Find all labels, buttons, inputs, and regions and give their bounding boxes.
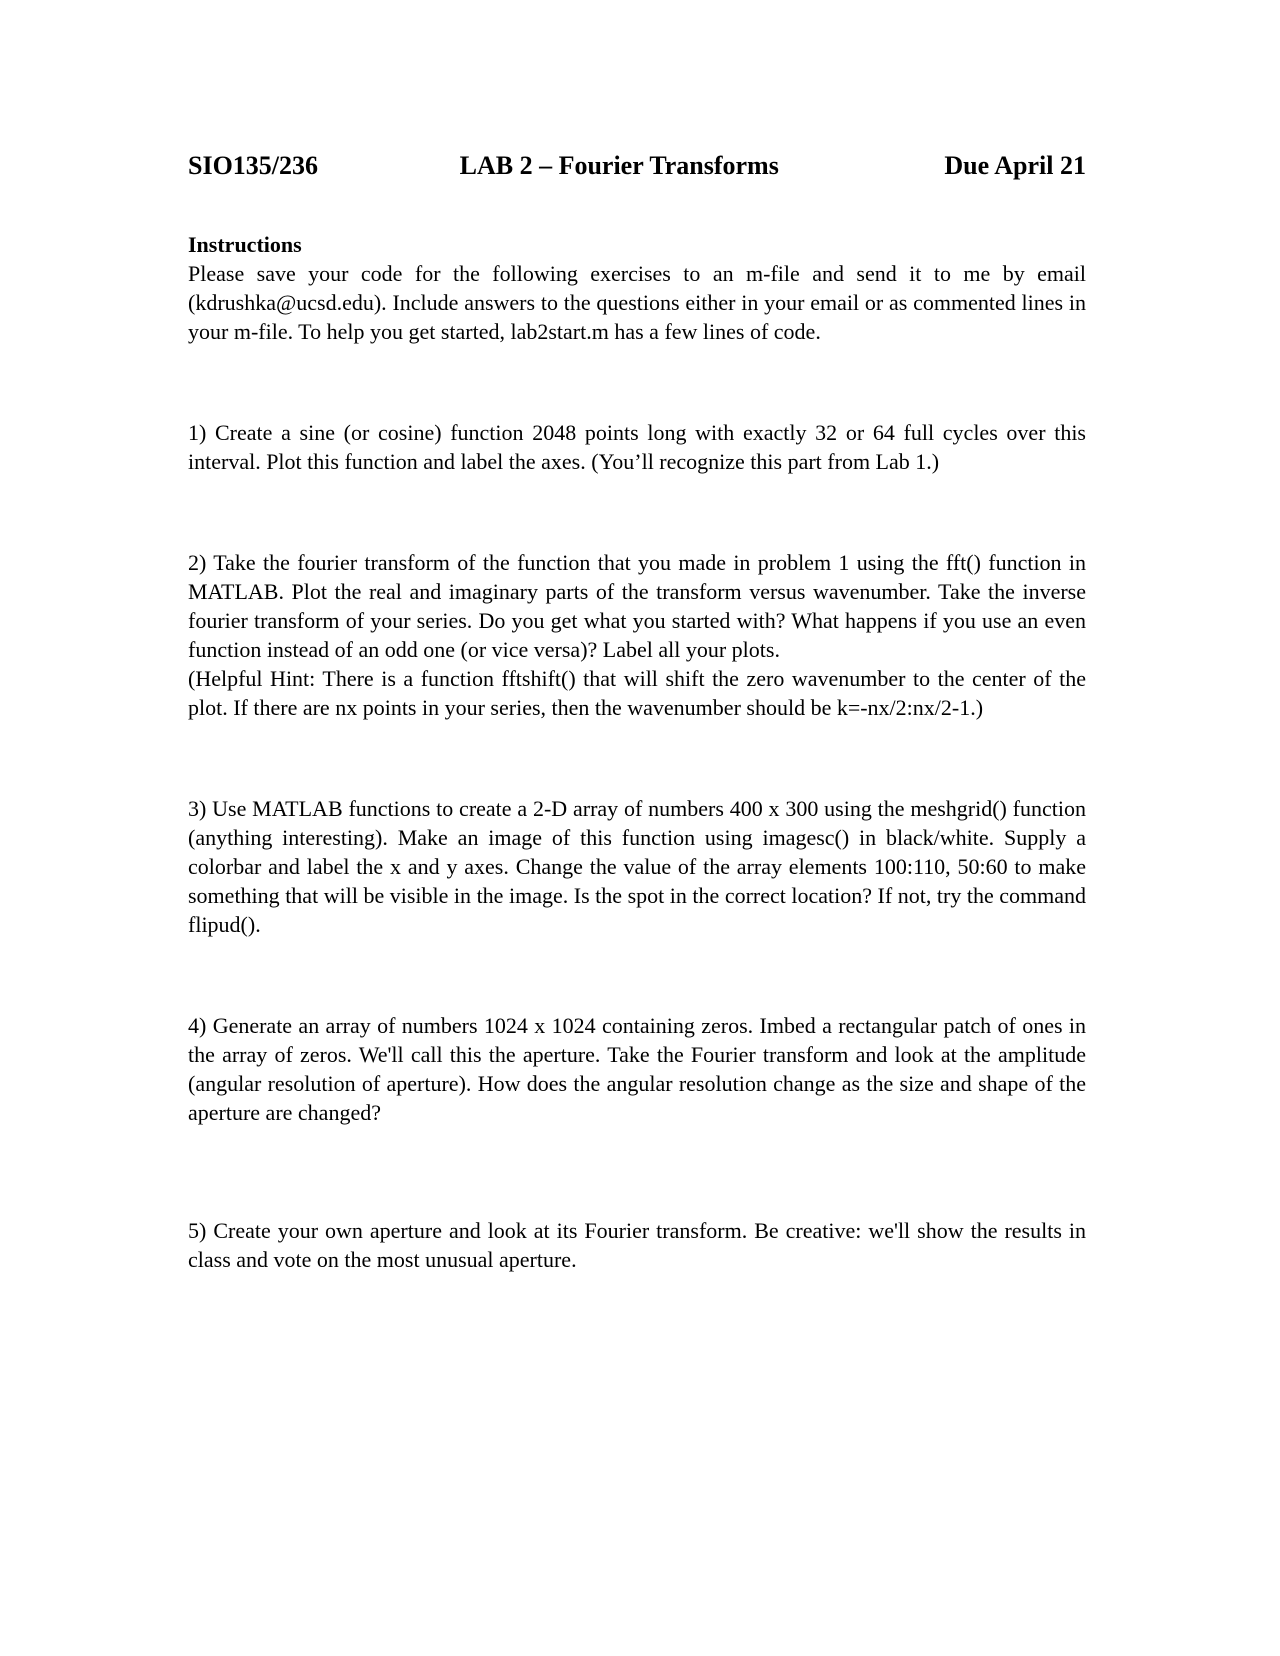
lab-title: LAB 2 – Fourier Transforms — [459, 151, 779, 180]
question-5: 5) Create your own aperture and look at its Fourier transform. Be creative: we'll show the results in class and vote on the most unusual aperture. — [188, 1218, 1086, 1272]
question-1: 1) Create a sine (or cosine) function 2048 points long with exactly 32 or 64 full cycles over this interval. Plot this function and label the axes. (You’ll recognize this part from Lab 1.) — [188, 420, 1086, 474]
document-page — [188, 150, 1086, 1274]
instructions-body: Please save your code for the following exercises to an m-file and send it to me by email (kdrushka@ucsd.edu). Include answers to the questions either in your email or as commented lines in your m-file. To help you get started, lab2start.m has a few lines of code. — [188, 261, 1086, 344]
question-2-hint: (Helpful Hint: There is a function fftshift() that will shift the zero wavenumber to the center of the plot. If there are nx points in your series, then the wavenumber should be k=-nx/2:nx/2-1.) — [188, 666, 1086, 720]
due-date: Due April 21 — [944, 151, 1086, 180]
question-4: 4) Generate an array of numbers 1024 x 1024 containing zeros. Imbed a rectangular patch of ones in the array of zeros. We'll call this the aperture. Take the Fourier transform and look at the amplitude (angular resolution of aperture). How does the angular resolution change as the size and shape of the aperture are changed? — [188, 1013, 1086, 1125]
question-3: 3) Use MATLAB functions to create a 2-D array of numbers 400 x 300 using the meshgrid() function (anything interesting). Make an image of this function using imagesc() in black/white. Supply a colorbar and label the x and y axes. Change the value of the array elements 100:110, 50:60 to make something that will be visible in the image. Is the spot in the correct location? If not, try the command flipud(). — [188, 796, 1086, 937]
course-code: SIO135/236 — [188, 151, 319, 180]
document-header — [188, 150, 1086, 182]
instructions-heading: Instructions — [188, 232, 302, 257]
question-2: 2) Take the fourier transform of the function that you made in problem 1 using the fft() function in MATLAB. Plot the real and imaginary parts of the transform versus wavenumber. Take the inverse fourier transform of your series. Do you get what you started with? What happens if you use an even function instead of an odd one (or vice versa)? Label all your plots. — [188, 550, 1086, 662]
